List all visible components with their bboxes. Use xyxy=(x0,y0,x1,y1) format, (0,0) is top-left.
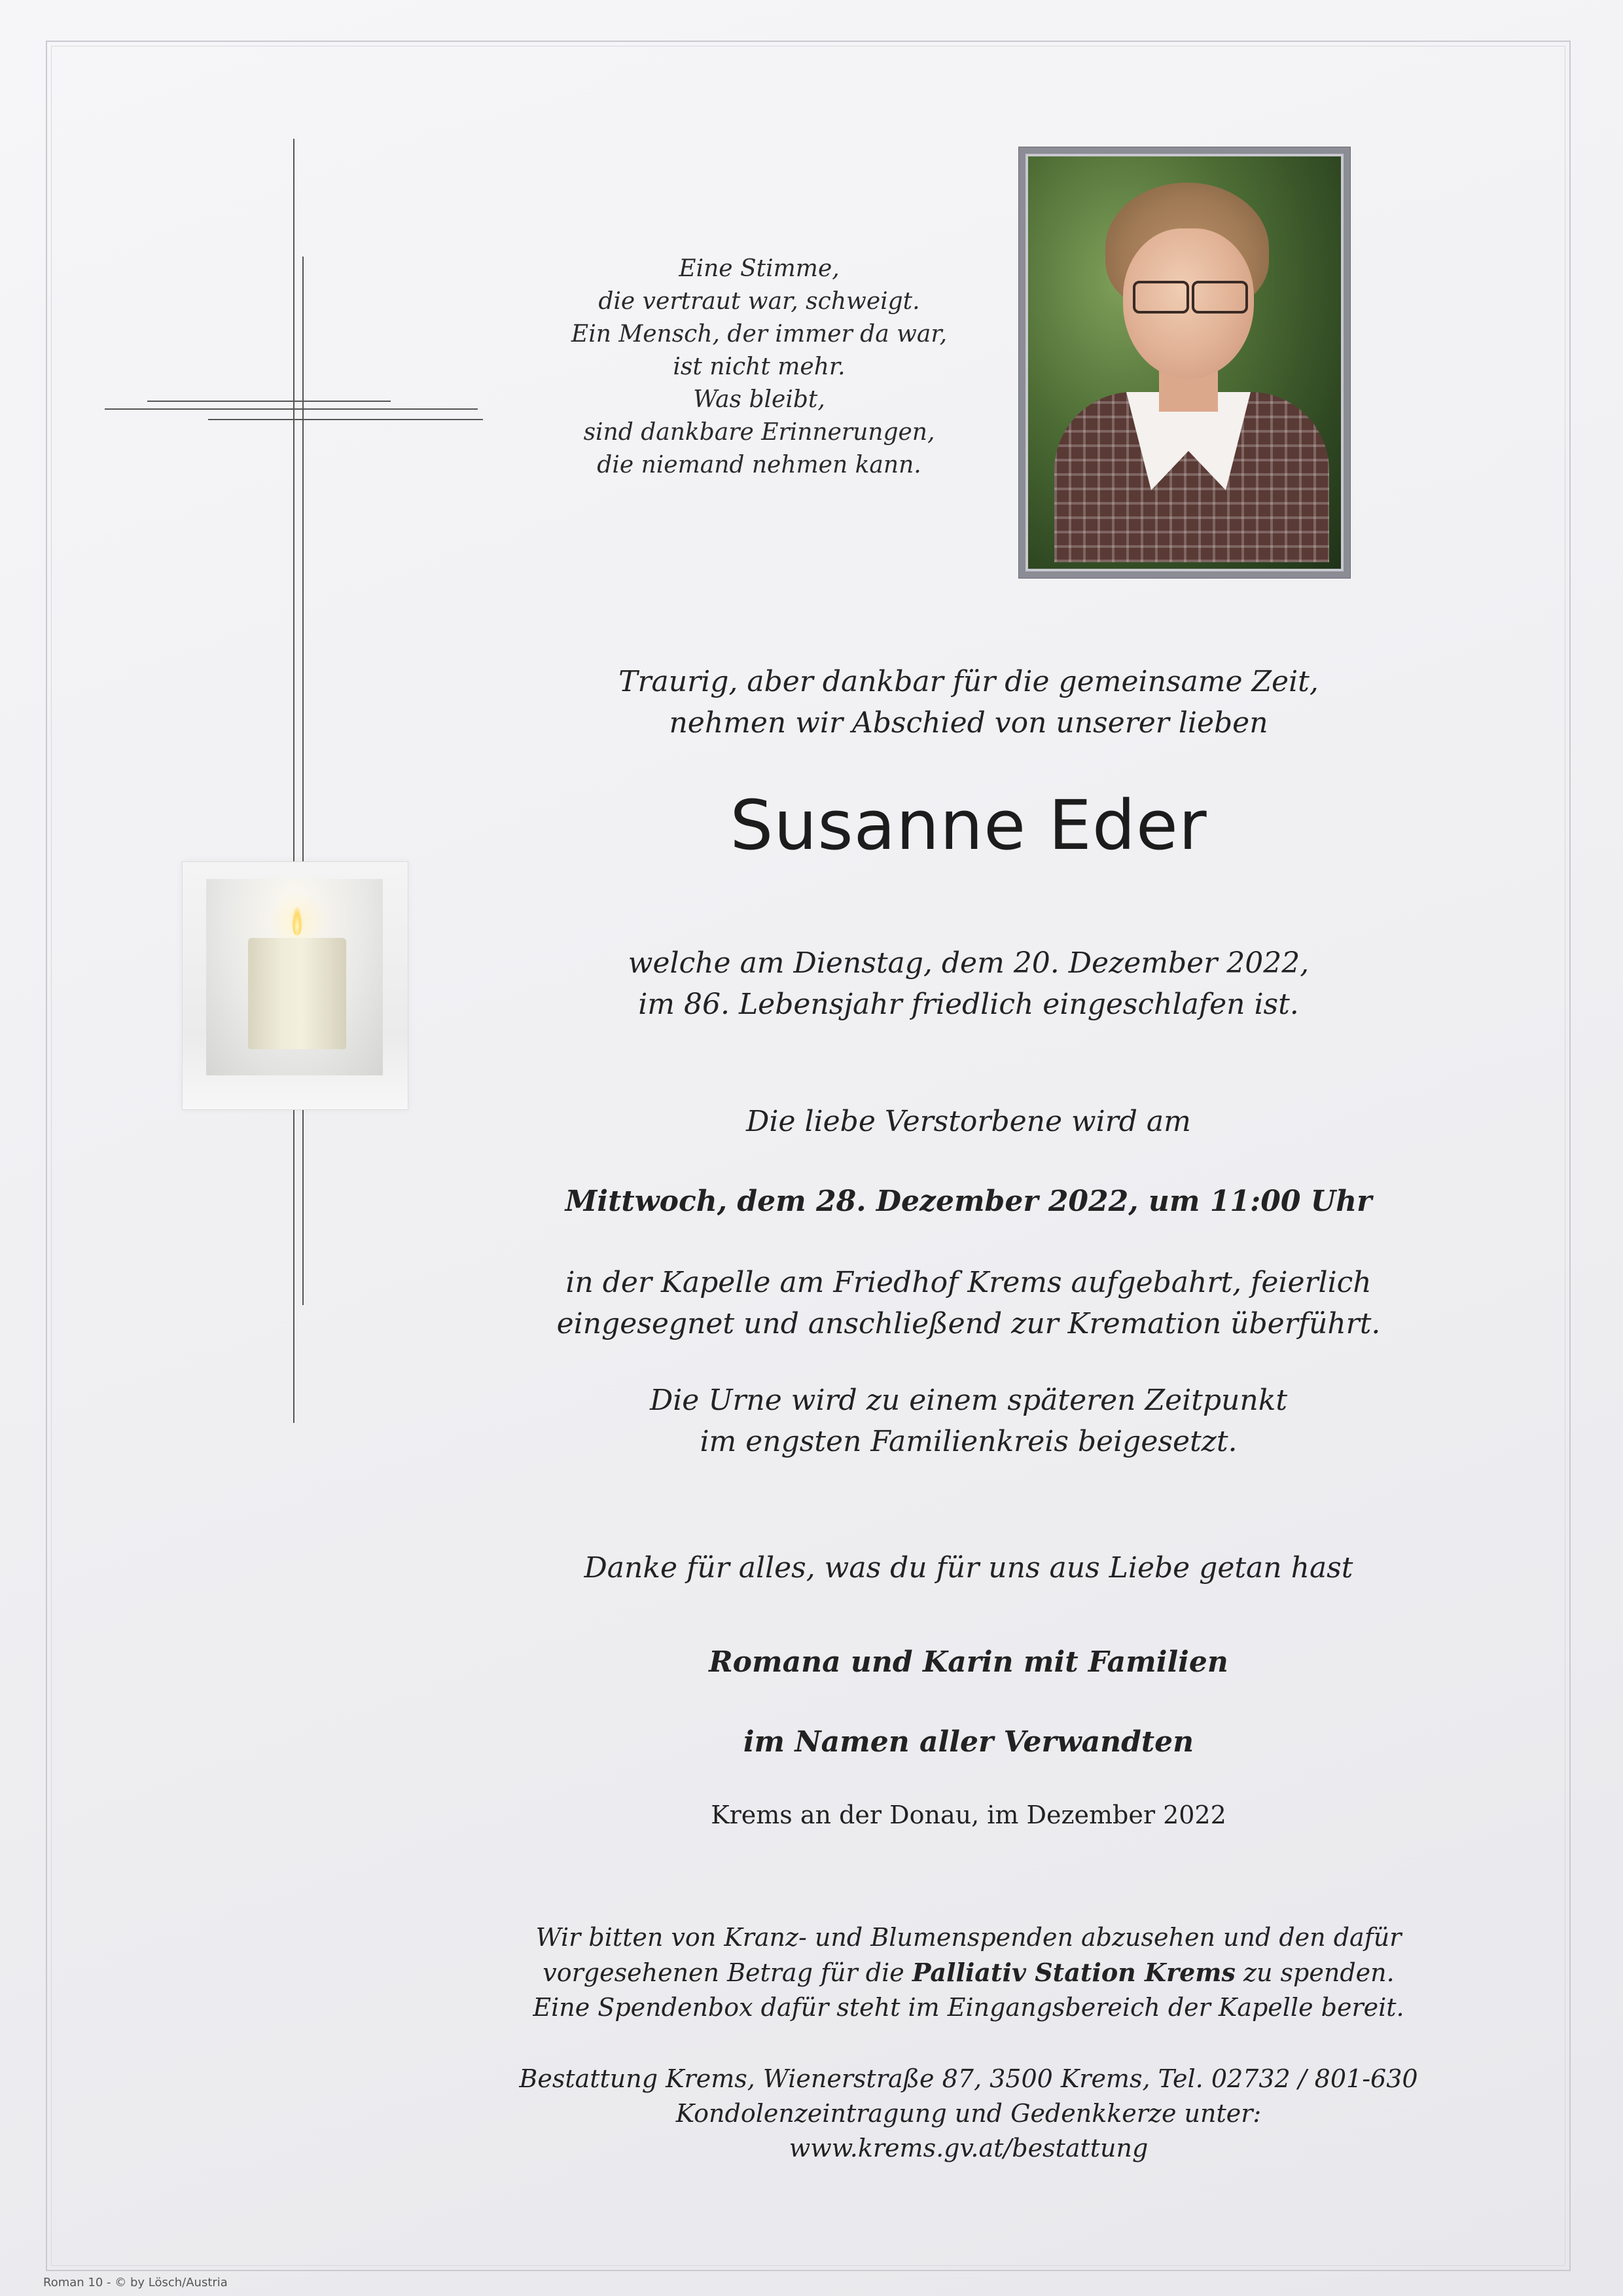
intro-line: Traurig, aber dankbar für die gemeinsame Zeit, xyxy=(618,665,1319,698)
template-credit: Roman 10 - © by Lösch/Austria xyxy=(43,2276,228,2289)
intro-line: nehmen wir Abschied von unserer lieben xyxy=(669,706,1268,740)
portrait-photo xyxy=(1028,156,1341,569)
donation-text: vorgesehenen Betrag für die xyxy=(543,1958,912,1987)
funeral-home-info xyxy=(497,2062,1440,2166)
ceremony-date: Mittwoch, dem 28. Dezember 2022, um 11:00 Uhr xyxy=(565,1185,1372,1218)
poem xyxy=(510,253,1008,482)
urn-info xyxy=(497,1380,1440,1462)
donation-line xyxy=(497,1955,1440,1990)
ceremony-details-line: eingesegnet und anschließend zur Kremation überführt. xyxy=(556,1307,1381,1340)
ceremony-intro: Die liebe Verstorbene wird am xyxy=(746,1105,1191,1138)
poem-line: die niemand nehmen kann. xyxy=(597,452,921,478)
condolence-note: Kondolenzeintragung und Gedenkkerze unter: xyxy=(675,2099,1262,2128)
poem-line: Ein Mensch, der immer da war, xyxy=(571,321,948,348)
donation-line: Wir bitten von Kranz- und Blumenspenden abzusehen und den dafür xyxy=(535,1923,1402,1952)
relatives: im Namen aller Verwandten xyxy=(743,1725,1194,1759)
urn-info-line: im engsten Familienkreis beigesetzt. xyxy=(700,1425,1238,1458)
death-info-line: welche am Dienstag, dem 20. Dezember 2022, xyxy=(628,946,1310,980)
ceremony-details-line: in der Kapelle am Friedhof Krems aufgebahrt, feierlich xyxy=(565,1266,1372,1299)
deceased-name: Susanne Eder xyxy=(730,785,1207,865)
poem-line: sind dankbare Erinnerungen, xyxy=(583,419,935,446)
condolence-link[interactable]: www.krems.gv.at/bestattung xyxy=(789,2134,1149,2162)
poem-line: die vertraut war, schweigt. xyxy=(598,288,920,315)
mourners: Romana und Karin mit Familien xyxy=(709,1645,1228,1679)
urn-info-line: Die Urne wird zu einem späteren Zeitpunkt xyxy=(649,1384,1288,1417)
donation-text: zu spenden. xyxy=(1235,1958,1395,1987)
thanks-text: Danke für alles, was du für uns aus Liebe getan hast xyxy=(584,1551,1353,1585)
place-date: Krems an der Donau, im Dezember 2022 xyxy=(711,1801,1226,1829)
death-info-line: im 86. Lebensjahr friedlich eingeschlafen ist. xyxy=(638,988,1299,1021)
poem-line: Eine Stimme, xyxy=(679,255,840,282)
ceremony-details xyxy=(497,1262,1440,1344)
flame-icon xyxy=(292,906,302,935)
portrait-frame xyxy=(1018,147,1351,579)
donation-recipient: Palliativ Station Krems xyxy=(912,1958,1236,1987)
donation-line: Eine Spendenbox dafür steht im Eingangsbereich der Kapelle bereit. xyxy=(533,1993,1404,2022)
donation-note xyxy=(497,1920,1440,2025)
candle-image xyxy=(182,861,408,1110)
candle-icon xyxy=(248,938,346,1049)
death-info xyxy=(563,942,1374,1025)
candle-photo xyxy=(206,879,383,1075)
poem-line: ist nicht mehr. xyxy=(673,353,846,380)
intro-text xyxy=(563,661,1374,744)
funeral-home-address: Bestattung Krems, Wienerstraße 87, 3500 Krems, Tel. 02732 / 801-630 xyxy=(519,2064,1418,2093)
poem-line: Was bleibt, xyxy=(693,386,825,413)
